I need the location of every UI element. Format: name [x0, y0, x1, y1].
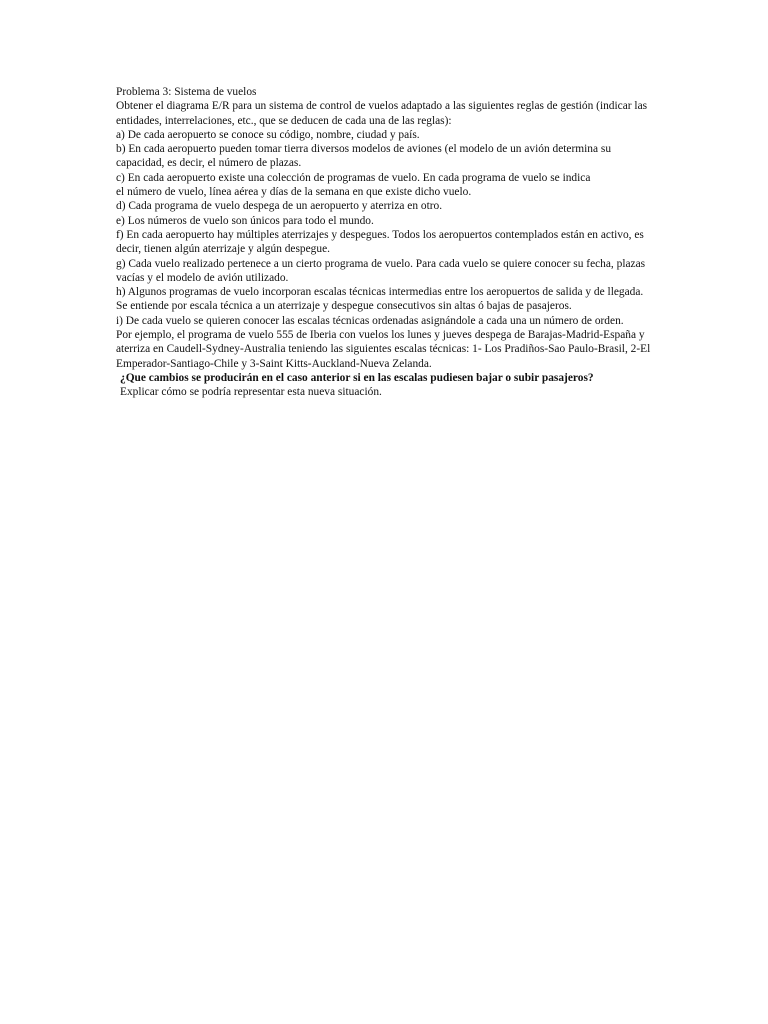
rule-h: h) Algunos programas de vuelo incorporan escalas técnicas intermedias entre los aeropuertos de salida y de llegada. Se entiende por escala técnica a un aterrizaje y despegue consecutivos sin altas ó bajas de pasajeros. — [116, 286, 644, 313]
rule-c-continued: el número de vuelo, línea aérea y días de la semana en que existe dicho vuelo. — [116, 186, 472, 199]
document-page — [116, 85, 656, 400]
rule-c: c) En cada aeropuerto existe una colección de programas de vuelo. En cada programa de vuelo se indica — [116, 171, 591, 184]
closing-instruction: Explicar cómo se podría representar esta nueva situación. — [120, 386, 382, 399]
example-paragraph: Por ejemplo, el programa de vuelo 555 de Iberia con vuelos los lunes y jueves despega de Barajas-Madrid-España y aterriza en Caudell-Sydney-Australia teniendo las siguientes escalas técnicas: 1- Los Pradiños-Sao Paulo-Brasil, 2-El Emperador-Santiago-Chile y 3-Saint Kitts-Auckland-Nueva Zelanda. — [116, 329, 651, 370]
rule-a: a) De cada aeropuerto se conoce su código, nombre, ciudad y país. — [116, 128, 420, 141]
rule-d: d) Cada programa de vuelo despega de un aeropuerto y aterriza en otro. — [116, 200, 443, 213]
rule-b: b) En cada aeropuerto pueden tomar tierra diversos modelos de aviones (el modelo de un avión determina su capacidad, es decir, el número de plazas. — [116, 143, 612, 170]
rule-f: f) En cada aeropuerto hay múltiples aterrizajes y despegues. Todos los aeropuertos contemplados están en activo, es decir, tienen algún aterrizaje y algún despegue. — [116, 228, 644, 256]
question-text: ¿Que cambios se producirán en el caso anterior si en las escalas pudiesen bajar o subir pasajeros? — [120, 371, 594, 384]
document-title: Problema 3: Sistema de vuelos — [116, 86, 257, 98]
rule-i: i) De cada vuelo se quieren conocer las escalas técnicas ordenadas asignándole a cada una un número de orden. — [116, 314, 624, 327]
rule-e: e) Los números de vuelo son únicos para todo el mundo. — [116, 214, 374, 227]
rule-g: g) Cada vuelo realizado pertenece a un cierto programa de vuelo. Para cada vuelo se quiere conocer su fecha, plazas vacías y el modelo de avión utilizado. — [116, 257, 646, 284]
document-intro: Obtener el diagrama E/R para un sistema de control de vuelos adaptado a las siguientes reglas de gestión (indicar las entidades, interrelaciones, etc., que se deducen de cada una de las reglas): — [116, 100, 648, 127]
